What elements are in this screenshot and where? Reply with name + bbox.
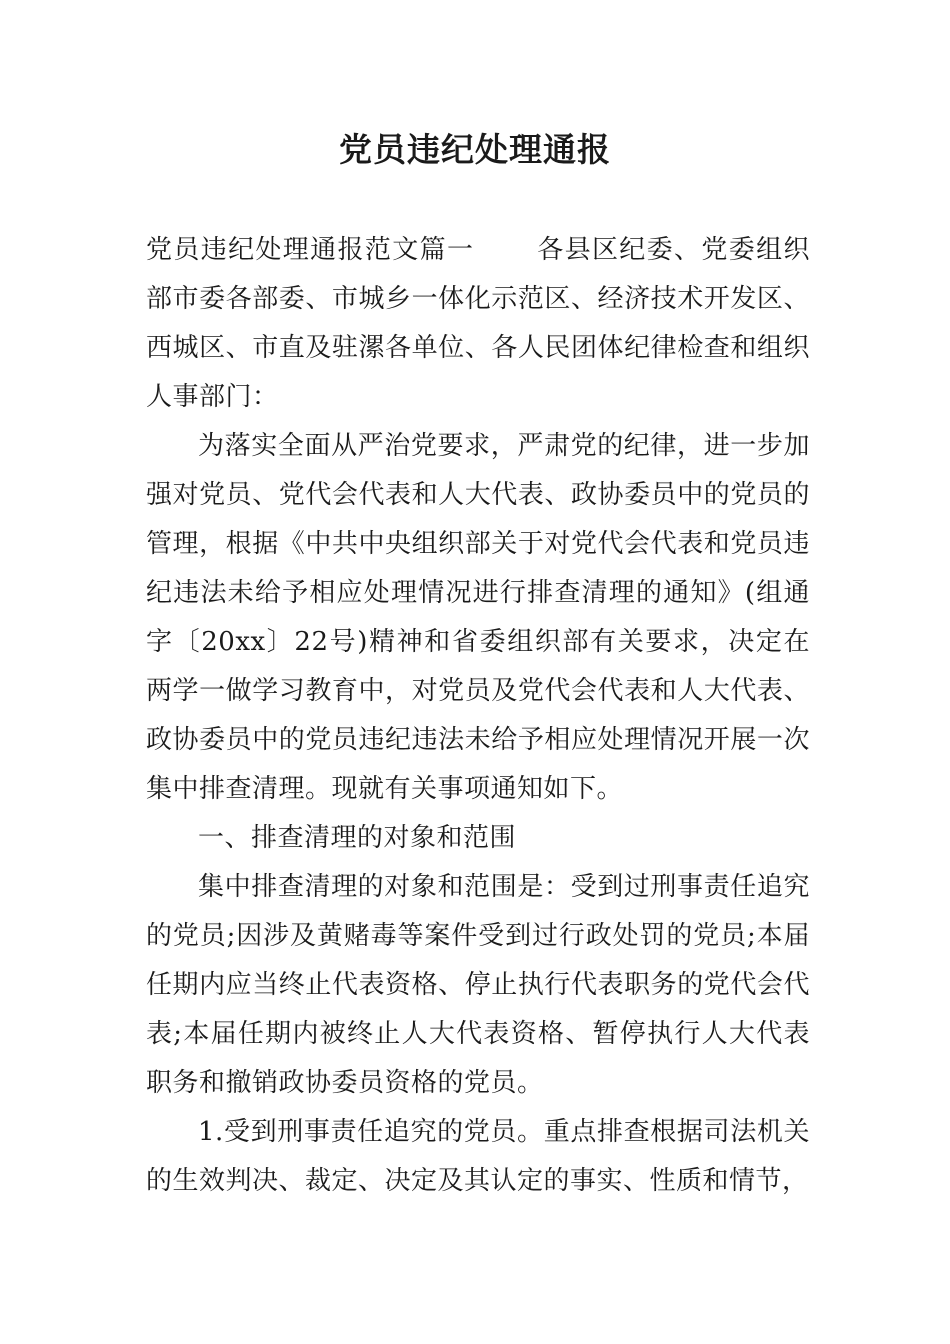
section-heading-scope: 一、排查清理的对象和范围 xyxy=(198,823,517,853)
intro-heading: 党员违纪处理通报范文篇一 xyxy=(146,235,475,265)
document-body xyxy=(146,226,810,1206)
document-title: 党员违纪处理通报 xyxy=(339,130,611,169)
intro-paragraph xyxy=(146,226,810,422)
body-paragraph-scope: 集中排查清理的对象和范围是：受到过刑事责任追究的党员;因涉及黄赌毒等案件受到过行政处罚的党员;本届任期内应当终止代表资格、停止执行代表职务的党代会代表;本届任期内被终止人大代表资格、暂停执行人大代表职务和撤销政协委员资格的党员。 xyxy=(146,872,810,1098)
body-paragraph-purpose: 为落实全面从严治党要求，严肃党的纪律，进一步加强对党员、党代会代表和人大代表、政协委员中的党员的管理，根据《中共中央组织部关于对党代会代表和党员违纪违法未给予相应处理情况进行排查清理的通知》(组通字〔20xx〕22号)精神和省委组织部有关要求，决定在两学一做学习教育中，对党员及党代会代表和人大代表、政协委员中的党员违纪违法未给予相应处理情况开展一次集中排查清理。现就有关事项通知如下。 xyxy=(146,431,810,804)
intro-addressees: 各县区纪委、党委组织部市委各部委、市城乡一体化示范区、经济技术开发区、西城区、市直及驻漯各单位、各人民团体纪律检查和组织人事部门： xyxy=(146,235,810,412)
body-paragraph-item-1: 1.受到刑事责任追究的党员。重点排查根据司法机关的生效判决、裁定、决定及其认定的事实、性质和情节， xyxy=(146,1117,810,1196)
